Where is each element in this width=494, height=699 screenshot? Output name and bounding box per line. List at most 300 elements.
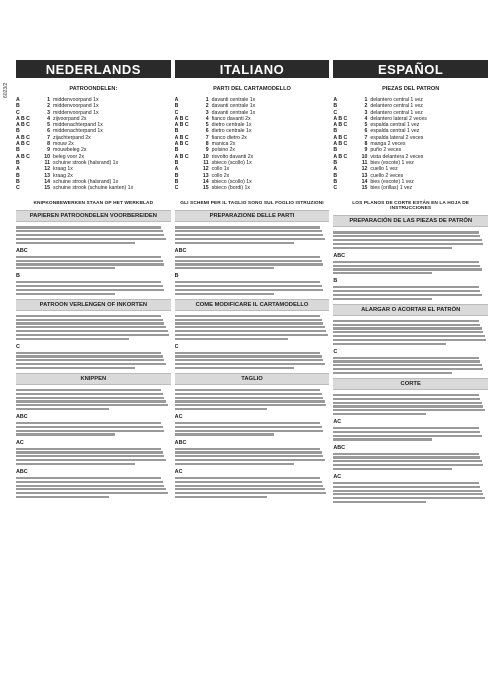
parts-number: 1	[47, 97, 50, 103]
text-line	[333, 427, 478, 429]
parts-name: bies (orillas) 1 vez	[370, 185, 413, 192]
size-label: ABC	[174, 247, 187, 254]
parts-number: 12	[202, 166, 209, 173]
text-line	[333, 357, 478, 359]
size-label: AC	[174, 414, 183, 421]
size-label: AC	[16, 439, 24, 446]
text-line	[175, 433, 274, 435]
text-line	[175, 238, 325, 240]
parts-name: delantero central 1 vez	[370, 109, 423, 116]
text-line	[16, 430, 164, 432]
text-line	[333, 413, 426, 415]
size-label: B	[16, 273, 20, 280]
text-line	[175, 408, 268, 410]
parts-name: vista delantera 2 veces	[370, 153, 424, 160]
text-line	[175, 488, 325, 490]
parts-number: 10	[202, 153, 209, 160]
parts-sizes: C	[174, 109, 179, 116]
text-line	[333, 394, 478, 396]
column-italian	[175, 84, 330, 696]
size-label: ABC	[174, 439, 187, 446]
parts-row	[16, 185, 171, 191]
size-label: ABC	[333, 444, 346, 451]
parts-name: fianco davanti 2x	[211, 115, 251, 122]
parts-sizes: B	[16, 128, 20, 135]
section-band-preparation: PAPIEREN PATROONDELEN VOORBEREIDEN	[16, 210, 171, 222]
parts-sizes: B	[16, 172, 20, 179]
parts-name: espalda central 1 vez	[370, 122, 420, 129]
text-line	[333, 261, 478, 263]
parts-sizes: A B C	[16, 115, 30, 122]
parts-sizes: A	[174, 97, 179, 103]
text-line	[16, 326, 166, 328]
body-text-block	[16, 448, 171, 465]
parts-sizes: A B C	[16, 122, 30, 129]
parts-name: polsino 2x	[211, 147, 236, 154]
parts-sizes: B	[174, 103, 179, 110]
text-line	[175, 322, 323, 324]
text-line	[16, 315, 161, 317]
parts-name: puño 2 veces	[370, 147, 402, 154]
body-text-block	[175, 256, 330, 270]
parts-name: bies (escote) 1 vez	[370, 178, 414, 185]
section-band-preparation: PREPARAZIONE DELLE PARTI	[175, 210, 330, 222]
size-label: C	[174, 343, 179, 350]
text-line	[333, 468, 452, 470]
text-line	[333, 239, 481, 241]
text-line	[175, 352, 320, 354]
body-text-block	[175, 352, 330, 369]
text-line	[16, 448, 161, 450]
header-dutch: NEDERLANDS	[16, 60, 171, 78]
text-line	[333, 453, 478, 455]
text-line	[333, 431, 480, 433]
body-text-block	[333, 482, 488, 503]
text-line	[175, 242, 294, 244]
text-line	[333, 490, 481, 492]
parts-name: manica 2x	[211, 141, 236, 148]
section-band-cutting: TAGLIO	[175, 373, 330, 385]
parts-number: 9	[47, 147, 50, 154]
text-line	[16, 281, 161, 283]
body-text-block	[16, 477, 171, 498]
cutting-layout-note: GLI SCHEMI PER IL TAGLIO SONO SUL FOGLIO ISTRUZIONI	[180, 201, 324, 207]
size-label: B	[174, 273, 179, 280]
parts-name: davanti centrale 1x	[211, 97, 256, 103]
text-line	[16, 455, 164, 457]
text-line	[16, 234, 164, 236]
body-text-block	[333, 427, 488, 441]
parts-name: schuine strook (schuine kanten) 1x	[53, 185, 134, 192]
parts-name: delantero central 1 vez	[370, 103, 423, 110]
parts-number: 1	[364, 97, 368, 103]
text-line	[333, 398, 480, 400]
parts-number: 2	[364, 103, 368, 110]
parts-name: middenachterpand 1x	[53, 128, 103, 135]
size-label: ABC	[333, 252, 346, 259]
body-text-block	[175, 315, 330, 340]
parts-number: 8	[205, 141, 209, 148]
text-line	[333, 286, 478, 288]
parts-name: sbieco (bordi) 1x	[211, 185, 251, 192]
text-line	[175, 492, 327, 494]
parts-name: beleg voor 2x	[53, 153, 85, 160]
text-line	[175, 260, 322, 262]
text-line	[175, 481, 322, 483]
body-text-block	[333, 261, 488, 275]
text-line	[333, 364, 481, 366]
text-line	[333, 486, 480, 488]
parts-sizes: B	[333, 147, 338, 154]
parts-sizes: C	[333, 185, 338, 192]
parts-number: 6	[364, 128, 368, 135]
size-label: ABC	[16, 247, 28, 254]
parts-sizes: A B C	[16, 153, 30, 160]
section-band-alter-pattern: PATROON VERLENGEN OF INKORTEN	[16, 299, 171, 311]
parts-name: collo 2x	[211, 172, 230, 179]
text-line	[175, 263, 323, 265]
parts-name: schuine strook (halsrand) 1x	[53, 178, 119, 185]
text-line	[16, 477, 161, 479]
text-line	[16, 238, 166, 240]
section-band-alter-pattern: ALARGAR O ACORTAR EL PATRÓN	[333, 304, 488, 316]
header-spanish: ESPAÑOL	[333, 60, 488, 78]
parts-row	[333, 185, 488, 191]
text-line	[333, 231, 478, 233]
parts-sizes: B	[333, 172, 338, 179]
parts-sizes: B	[333, 128, 338, 135]
text-line	[175, 289, 323, 291]
size-label: ABC	[16, 414, 28, 421]
text-line	[16, 426, 163, 428]
parts-name: cuello 1 vez	[370, 166, 398, 173]
parts-number: 9	[364, 147, 368, 154]
text-line	[175, 389, 320, 391]
text-line	[175, 363, 325, 365]
text-line	[16, 408, 109, 410]
text-line	[175, 338, 288, 340]
text-line	[16, 242, 135, 244]
parts-name: schuine strook (halsrand) 1x	[53, 159, 119, 166]
text-line	[175, 430, 323, 432]
parts-name: davanti centrale 1x	[211, 109, 256, 116]
parts-sizes: A B C	[333, 115, 348, 122]
parts-number: 4	[364, 115, 368, 122]
parts-sizes: A B C	[333, 134, 348, 141]
text-line	[16, 496, 109, 498]
text-line	[175, 400, 325, 402]
parts-name: sbieco (scollo) 1x	[211, 159, 252, 166]
text-line	[16, 352, 161, 354]
text-line	[16, 485, 164, 487]
parts-sizes: A B C	[333, 153, 348, 160]
text-line	[333, 405, 483, 407]
parts-sizes: A B C	[174, 115, 189, 122]
parts-number: 4	[47, 115, 50, 122]
text-line	[333, 298, 432, 300]
text-line	[175, 459, 325, 461]
parts-name: espalda central 1 vez	[370, 128, 420, 135]
parts-sizes: C	[16, 109, 20, 116]
parts-sizes: B	[16, 178, 20, 185]
parts-number: 8	[364, 141, 368, 148]
parts-name: sbieco (scollo) 1x	[211, 178, 252, 185]
text-line	[333, 368, 483, 370]
parts-name: middenachterpand 1x	[53, 122, 103, 129]
parts-name: zijachterpand 2x	[53, 134, 91, 141]
text-line	[16, 397, 164, 399]
text-line	[175, 234, 323, 236]
text-line	[16, 293, 115, 295]
text-line	[333, 335, 485, 337]
parts-sizes: A B C	[174, 122, 189, 129]
parts-sizes: C	[16, 185, 20, 192]
text-line	[175, 463, 294, 465]
page-reference: 6023/2	[3, 82, 9, 98]
text-line	[175, 267, 274, 269]
parts-sizes: A B C	[174, 153, 189, 160]
text-line	[333, 343, 446, 345]
text-line	[16, 451, 163, 453]
parts-sizes: B	[174, 178, 179, 185]
body-text-block	[16, 389, 171, 410]
parts-number: 13	[202, 172, 209, 179]
text-line	[175, 451, 322, 453]
body-text-block	[333, 394, 488, 415]
body-text-block	[16, 422, 171, 436]
text-line	[16, 488, 166, 490]
text-line	[333, 493, 483, 495]
parts-number: 14	[44, 178, 50, 185]
parts-sizes: C	[174, 185, 179, 192]
text-line	[175, 285, 322, 287]
text-line	[175, 359, 323, 361]
body-text-block	[175, 477, 330, 498]
text-line	[16, 492, 168, 494]
parts-number: 5	[47, 122, 50, 129]
parts-name: delantero central 1 vez	[370, 97, 423, 103]
parts-row	[175, 185, 330, 191]
parts-name: mouw 2x	[53, 141, 74, 148]
text-line	[16, 230, 163, 232]
text-line	[175, 485, 323, 487]
text-line	[333, 402, 481, 404]
text-line	[16, 359, 164, 361]
cutting-layout-note: KNIPKONBEWERKEN STAAN OP HET WERKBLAD	[33, 201, 154, 207]
text-line	[333, 235, 480, 237]
text-line	[175, 256, 320, 258]
parts-sizes: B	[16, 103, 20, 110]
text-line	[175, 455, 323, 457]
language-columns	[16, 84, 488, 696]
parts-number: 15	[202, 185, 209, 192]
text-line	[333, 327, 481, 329]
body-text-block	[333, 357, 488, 374]
parts-number: 9	[205, 147, 209, 154]
text-line	[333, 290, 480, 292]
text-line	[175, 422, 320, 424]
parts-sizes: B	[174, 128, 179, 135]
text-line	[175, 426, 322, 428]
parts-number: 1	[205, 97, 209, 103]
parts-sizes: A B C	[333, 141, 348, 148]
text-line	[16, 263, 164, 265]
text-line	[175, 293, 274, 295]
text-line	[16, 422, 161, 424]
parts-sizes: B	[333, 103, 338, 110]
parts-name: davanti centrale 1x	[211, 103, 256, 110]
parts-title: PARTI DEL CARTAMODELLO	[213, 86, 291, 92]
text-line	[16, 330, 168, 332]
parts-number: 13	[361, 172, 368, 179]
text-line	[16, 260, 163, 262]
parts-number: 8	[47, 141, 50, 148]
parts-name: middenvoorpand 1x	[53, 103, 99, 110]
parts-number: 12	[361, 166, 368, 173]
text-line	[16, 256, 161, 258]
text-line	[16, 393, 163, 395]
text-line	[175, 319, 322, 321]
parts-sizes: B	[333, 159, 338, 166]
parts-number: 6	[205, 128, 209, 135]
text-line	[333, 435, 481, 437]
text-line	[175, 334, 328, 336]
text-line	[333, 438, 432, 440]
text-line	[333, 247, 452, 249]
text-line	[16, 319, 163, 321]
body-text-block	[16, 226, 171, 243]
parts-name: dietro centrale 1x	[211, 128, 252, 135]
text-line	[333, 482, 478, 484]
parts-sizes: C	[333, 109, 338, 116]
body-text-block	[175, 422, 330, 436]
parts-number: 6	[47, 128, 50, 135]
parts-sizes: B	[174, 159, 179, 166]
text-line	[175, 326, 325, 328]
body-text-block	[175, 281, 330, 295]
parts-sizes: A B C	[16, 141, 30, 148]
parts-name: espalda lateral 2 veces	[370, 134, 424, 141]
parts-number: 2	[47, 103, 50, 110]
section-band-alter-pattern: COME MODIFICARE IL CARTAMODELLO	[175, 299, 330, 311]
parts-sizes: A B C	[174, 134, 189, 141]
parts-number: 11	[203, 159, 209, 166]
parts-number: 2	[205, 103, 209, 110]
parts-title: PATROONDELEN:	[69, 86, 118, 92]
parts-name: delantero lateral 2 veces	[370, 115, 427, 122]
parts-sizes: B	[174, 147, 179, 154]
parts-number: 5	[364, 122, 368, 129]
size-label: AC	[174, 468, 183, 475]
body-text-block	[16, 352, 171, 369]
parts-sizes: A B C	[174, 141, 189, 148]
text-line	[175, 496, 268, 498]
parts-list	[175, 97, 330, 191]
parts-number: 4	[205, 115, 209, 122]
text-line	[16, 404, 168, 406]
parts-number: 13	[44, 172, 50, 179]
parts-sizes: B	[333, 178, 338, 185]
parts-name: zijvoorpand 2x	[53, 115, 87, 122]
column-dutch	[16, 84, 171, 696]
body-text-block	[175, 448, 330, 465]
parts-sizes: A B C	[16, 134, 30, 141]
text-line	[175, 355, 322, 357]
parts-number: 3	[364, 109, 368, 116]
size-label: AC	[333, 473, 342, 480]
parts-name: middenvoorpand 1x	[53, 97, 99, 103]
parts-sizes: A	[16, 97, 20, 103]
parts-number: 3	[205, 109, 209, 116]
parts-number: 11	[44, 159, 50, 166]
text-line	[16, 433, 115, 435]
cutting-layout-note: LOS PLANOS DE CORTE ESTÁN EN LA HOJA DE INSTRUCCIONES	[352, 201, 470, 212]
section-band-preparation: PREPARACIÓN DE LAS PIEZAS DE PATRÓN	[333, 215, 488, 227]
parts-number: 7	[205, 134, 209, 141]
text-line	[175, 330, 327, 332]
parts-number: 11	[361, 159, 368, 166]
parts-name: kraag 1x	[53, 166, 73, 173]
text-line	[16, 355, 163, 357]
size-label: ABC	[16, 468, 28, 475]
text-line	[175, 281, 320, 283]
body-text-block	[16, 256, 171, 270]
text-line	[333, 460, 481, 462]
text-line	[333, 464, 483, 466]
parts-sizes: A	[333, 166, 338, 173]
section-band-cutting: KNIPPEN	[16, 373, 171, 385]
parts-number: 10	[361, 153, 368, 160]
text-line	[16, 481, 163, 483]
text-line	[16, 285, 163, 287]
parts-name: manga 2 veces	[370, 141, 406, 148]
text-line	[333, 372, 452, 374]
parts-number: 15	[361, 185, 368, 192]
size-label: C	[333, 348, 338, 355]
parts-name: risvolto davanti 2x	[211, 153, 254, 160]
text-line	[16, 367, 135, 369]
parts-sizes: B	[16, 159, 20, 166]
parts-name: cuello 2 veces	[370, 172, 404, 179]
text-line	[333, 360, 480, 362]
text-line	[175, 448, 320, 450]
text-line	[16, 463, 135, 465]
parts-sizes: B	[16, 147, 20, 154]
text-line	[333, 501, 426, 503]
text-line	[175, 226, 320, 228]
text-line	[175, 393, 322, 395]
parts-number: 15	[44, 185, 50, 192]
text-line	[333, 272, 432, 274]
body-text-block	[333, 453, 488, 470]
parts-sizes: A	[16, 166, 20, 173]
parts-sizes: A	[333, 97, 338, 103]
text-line	[16, 226, 161, 228]
text-line	[175, 367, 294, 369]
body-text-block	[175, 226, 330, 243]
body-text-block	[333, 286, 488, 300]
parts-number: 14	[361, 178, 368, 185]
parts-name: mouwbeleg 2x	[53, 147, 87, 154]
text-line	[175, 315, 320, 317]
parts-name: kraag 2x	[53, 172, 73, 179]
parts-number: 7	[364, 134, 368, 141]
column-spanish	[333, 84, 488, 696]
parts-number: 3	[47, 109, 50, 116]
parts-sizes: A B C	[333, 122, 348, 129]
text-line	[333, 409, 485, 411]
text-line	[333, 324, 480, 326]
